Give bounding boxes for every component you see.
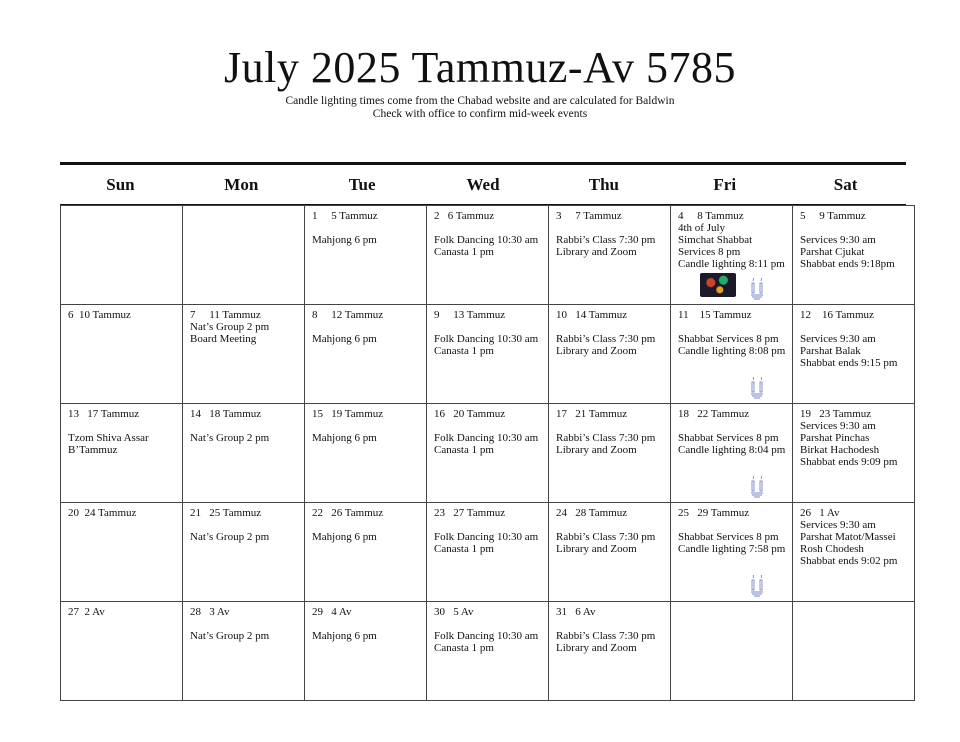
day-cell bbox=[793, 305, 915, 404]
date-label: 15 19 Tammuz bbox=[312, 408, 384, 420]
weekday-mon: Mon bbox=[224, 175, 259, 194]
day-cell bbox=[549, 602, 671, 701]
day-content bbox=[305, 602, 426, 642]
event-text: Tzom Shiva Assar B’Tammuz bbox=[68, 432, 149, 456]
day-content bbox=[549, 503, 670, 555]
day-content bbox=[793, 206, 914, 270]
day-content bbox=[183, 404, 304, 444]
day-content bbox=[793, 602, 914, 606]
candles-icon bbox=[750, 476, 764, 498]
event-text: Rosh Chodesh bbox=[800, 543, 864, 555]
weekday-fri: Fri bbox=[713, 175, 737, 194]
date-label: 8 12 Tammuz bbox=[312, 309, 384, 321]
event-text: Birkat Hachodesh bbox=[800, 444, 880, 456]
event-text: 4th of July bbox=[678, 222, 726, 234]
event-text: Simchat Shabbat bbox=[678, 234, 753, 246]
event-text: Library and Zoom bbox=[556, 543, 637, 555]
weekday-tue: Tue bbox=[348, 175, 376, 194]
day-content bbox=[671, 305, 792, 357]
event-text: Mahjong 6 pm bbox=[312, 630, 377, 642]
date-label: 21 25 Tammuz bbox=[190, 507, 262, 519]
weekday-wed: Wed bbox=[466, 175, 500, 194]
event-text: Canasta 1 pm bbox=[434, 246, 494, 258]
event-text: Parshat Balak bbox=[800, 345, 861, 357]
event-text: Nat’s Group 2 pm bbox=[190, 531, 270, 543]
day-cell bbox=[671, 503, 793, 602]
calendar-title: July 2025 Tammuz-Av 5785 bbox=[223, 43, 737, 92]
day-content bbox=[427, 404, 548, 456]
event-text: Nat’s Group 2 pm bbox=[190, 432, 270, 444]
event-text: Parshat Cjukat bbox=[800, 246, 865, 258]
weekday-sun: Sun bbox=[106, 175, 135, 194]
day-content bbox=[183, 206, 304, 210]
day-content bbox=[183, 602, 304, 642]
day-cell bbox=[793, 206, 915, 305]
date-label: 25 29 Tammuz bbox=[678, 507, 750, 519]
day-cell bbox=[793, 503, 915, 602]
date-label: 30 5 Av bbox=[434, 606, 474, 618]
event-text: Board Meeting bbox=[190, 333, 257, 345]
event-text: Mahjong 6 pm bbox=[312, 531, 377, 543]
day-content bbox=[61, 602, 182, 618]
day-cell bbox=[427, 206, 549, 305]
event-text: Shabbat Services 8 pm bbox=[678, 531, 779, 543]
event-text: Canasta 1 pm bbox=[434, 543, 494, 555]
day-cell bbox=[549, 305, 671, 404]
event-text: Canasta 1 pm bbox=[434, 642, 494, 654]
day-content bbox=[427, 305, 548, 357]
day-content bbox=[671, 503, 792, 555]
week-row bbox=[61, 305, 915, 404]
date-label: 19 23 Tammuz bbox=[800, 408, 872, 420]
date-label: 14 18 Tammuz bbox=[190, 408, 262, 420]
event-text: Canasta 1 pm bbox=[434, 444, 494, 456]
event-text: Rabbi’s Class 7:30 pm bbox=[556, 333, 656, 345]
date-label: 4 8 Tammuz bbox=[678, 210, 744, 222]
event-text: Shabbat ends 9:18pm bbox=[800, 258, 895, 270]
event-text: Rabbi’s Class 7:30 pm bbox=[556, 531, 656, 543]
date-label: 5 9 Tammuz bbox=[800, 210, 866, 222]
date-label: 26 1 Av bbox=[800, 507, 840, 519]
day-content bbox=[61, 305, 182, 321]
date-label: 24 28 Tammuz bbox=[556, 507, 628, 519]
event-text: Shabbat Services 8 pm bbox=[678, 432, 779, 444]
date-label: 29 4 Av bbox=[312, 606, 352, 618]
date-label: 17 21 Tammuz bbox=[556, 408, 628, 420]
day-cell bbox=[61, 305, 183, 404]
event-text: Mahjong 6 pm bbox=[312, 333, 377, 345]
day-cell bbox=[61, 206, 183, 305]
day-cell bbox=[549, 206, 671, 305]
day-content bbox=[183, 305, 304, 345]
date-label: 7 11 Tammuz bbox=[190, 309, 261, 321]
event-text: Shabbat ends 9:02 pm bbox=[800, 555, 898, 567]
week-row bbox=[61, 206, 915, 305]
event-text: Rabbi’s Class 7:30 pm bbox=[556, 432, 656, 444]
event-text: Library and Zoom bbox=[556, 345, 637, 357]
day-content bbox=[305, 404, 426, 444]
day-cell bbox=[183, 503, 305, 602]
day-content bbox=[305, 305, 426, 345]
day-content bbox=[305, 503, 426, 543]
date-label: 10 14 Tammuz bbox=[556, 309, 628, 321]
day-cell bbox=[549, 404, 671, 503]
event-text: Nat’s Group 2 pm bbox=[190, 321, 270, 333]
subtitle-candle-note: Candle lighting times come from the Chabad website and are calculated for Baldwin bbox=[285, 95, 675, 107]
date-label: 1 5 Tammuz bbox=[312, 210, 378, 222]
event-text: Folk Dancing 10:30 am bbox=[434, 531, 539, 543]
day-cell bbox=[183, 602, 305, 701]
day-cell bbox=[183, 404, 305, 503]
day-content bbox=[549, 206, 670, 258]
event-text: Rabbi’s Class 7:30 pm bbox=[556, 630, 656, 642]
day-cell bbox=[61, 602, 183, 701]
event-text: Library and Zoom bbox=[556, 444, 637, 456]
event-text: Shabbat ends 9:15 pm bbox=[800, 357, 898, 369]
day-cell bbox=[671, 404, 793, 503]
day-cell bbox=[671, 206, 793, 305]
day-content bbox=[671, 404, 792, 456]
event-text: Candle lighting 7:58 pm bbox=[678, 543, 786, 555]
day-cell bbox=[183, 305, 305, 404]
week-row bbox=[61, 602, 915, 701]
event-text: Library and Zoom bbox=[556, 642, 637, 654]
day-content bbox=[793, 404, 914, 468]
candles-icon bbox=[750, 278, 764, 300]
day-content bbox=[61, 503, 182, 519]
day-cell bbox=[671, 305, 793, 404]
event-text: Services 8 pm bbox=[678, 246, 741, 258]
weekday-thu: Thu bbox=[588, 175, 619, 194]
date-label: 11 15 Tammuz bbox=[678, 309, 752, 321]
event-text: Folk Dancing 10:30 am bbox=[434, 234, 539, 246]
day-content bbox=[671, 602, 792, 606]
event-text: Candle lighting 8:04 pm bbox=[678, 444, 786, 456]
candles-icon bbox=[750, 377, 764, 399]
week-row bbox=[61, 503, 915, 602]
day-content bbox=[61, 206, 182, 210]
day-content bbox=[305, 206, 426, 246]
date-label: 3 7 Tammuz bbox=[556, 210, 622, 222]
day-cell bbox=[427, 602, 549, 701]
day-cell bbox=[671, 602, 793, 701]
day-content bbox=[549, 404, 670, 456]
day-cell bbox=[305, 206, 427, 305]
event-text: Canasta 1 pm bbox=[434, 345, 494, 357]
weekday-header bbox=[60, 165, 906, 205]
date-label: 9 13 Tammuz bbox=[434, 309, 506, 321]
event-text: Nat’s Group 2 pm bbox=[190, 630, 270, 642]
day-content bbox=[671, 206, 792, 270]
date-label: 23 27 Tammuz bbox=[434, 507, 506, 519]
event-text: Candle lighting 8:11 pm bbox=[678, 258, 785, 270]
date-label: 12 16 Tammuz bbox=[800, 309, 874, 321]
event-text: Parshat Matot/Massei bbox=[800, 531, 896, 543]
day-cell bbox=[793, 404, 915, 503]
candles-icon bbox=[750, 575, 764, 597]
date-label: 13 17 Tammuz bbox=[68, 408, 140, 420]
date-label: 16 20 Tammuz bbox=[434, 408, 506, 420]
week-row bbox=[61, 404, 915, 503]
day-cell bbox=[427, 404, 549, 503]
day-content bbox=[549, 602, 670, 654]
event-text: Mahjong 6 pm bbox=[312, 234, 377, 246]
fireworks-photo bbox=[700, 273, 736, 297]
event-text: Services 9:30 am bbox=[800, 519, 876, 531]
date-label: 28 3 Av bbox=[190, 606, 230, 618]
day-content bbox=[793, 305, 914, 369]
date-label: 2 6 Tammuz bbox=[434, 210, 495, 222]
day-cell bbox=[61, 404, 183, 503]
date-label: 31 6 Av bbox=[556, 606, 596, 618]
day-cell bbox=[305, 602, 427, 701]
event-text: Folk Dancing 10:30 am bbox=[434, 432, 539, 444]
calendar-grid bbox=[60, 205, 915, 701]
day-cell bbox=[305, 503, 427, 602]
day-content bbox=[427, 503, 548, 555]
weekday-sat: Sat bbox=[833, 175, 858, 194]
day-cell bbox=[427, 305, 549, 404]
event-text: Candle lighting 8:08 pm bbox=[678, 345, 786, 357]
date-label: 6 10 Tammuz bbox=[68, 309, 131, 321]
day-cell bbox=[427, 503, 549, 602]
subtitle-office-note: Check with office to confirm mid-week events bbox=[372, 108, 588, 120]
day-cell bbox=[549, 503, 671, 602]
day-content bbox=[427, 206, 548, 258]
event-text: Shabbat ends 9:09 pm bbox=[800, 456, 898, 468]
day-content bbox=[427, 602, 548, 654]
event-text: Services 9:30 am bbox=[800, 420, 876, 432]
event-text: Rabbi’s Class 7:30 pm bbox=[556, 234, 656, 246]
date-label: 18 22 Tammuz bbox=[678, 408, 750, 420]
event-text: Services 9:30 am bbox=[800, 234, 876, 246]
day-content bbox=[793, 503, 914, 567]
day-cell bbox=[793, 602, 915, 701]
event-text: Folk Dancing 10:30 am bbox=[434, 630, 539, 642]
day-content bbox=[61, 404, 182, 456]
date-label: 20 24 Tammuz bbox=[68, 507, 137, 519]
event-text: Folk Dancing 10:30 am bbox=[434, 333, 539, 345]
day-content bbox=[183, 503, 304, 543]
day-cell bbox=[183, 206, 305, 305]
day-content bbox=[549, 305, 670, 357]
day-cell bbox=[305, 404, 427, 503]
day-cell bbox=[305, 305, 427, 404]
date-label: 22 26 Tammuz bbox=[312, 507, 384, 519]
event-text: Library and Zoom bbox=[556, 246, 637, 258]
event-text: Services 9:30 am bbox=[800, 333, 876, 345]
date-label: 27 2 Av bbox=[68, 606, 105, 618]
event-text: Parshat Pinchas bbox=[800, 432, 870, 444]
event-text: Mahjong 6 pm bbox=[312, 432, 377, 444]
day-cell bbox=[61, 503, 183, 602]
event-text: Shabbat Services 8 pm bbox=[678, 333, 779, 345]
